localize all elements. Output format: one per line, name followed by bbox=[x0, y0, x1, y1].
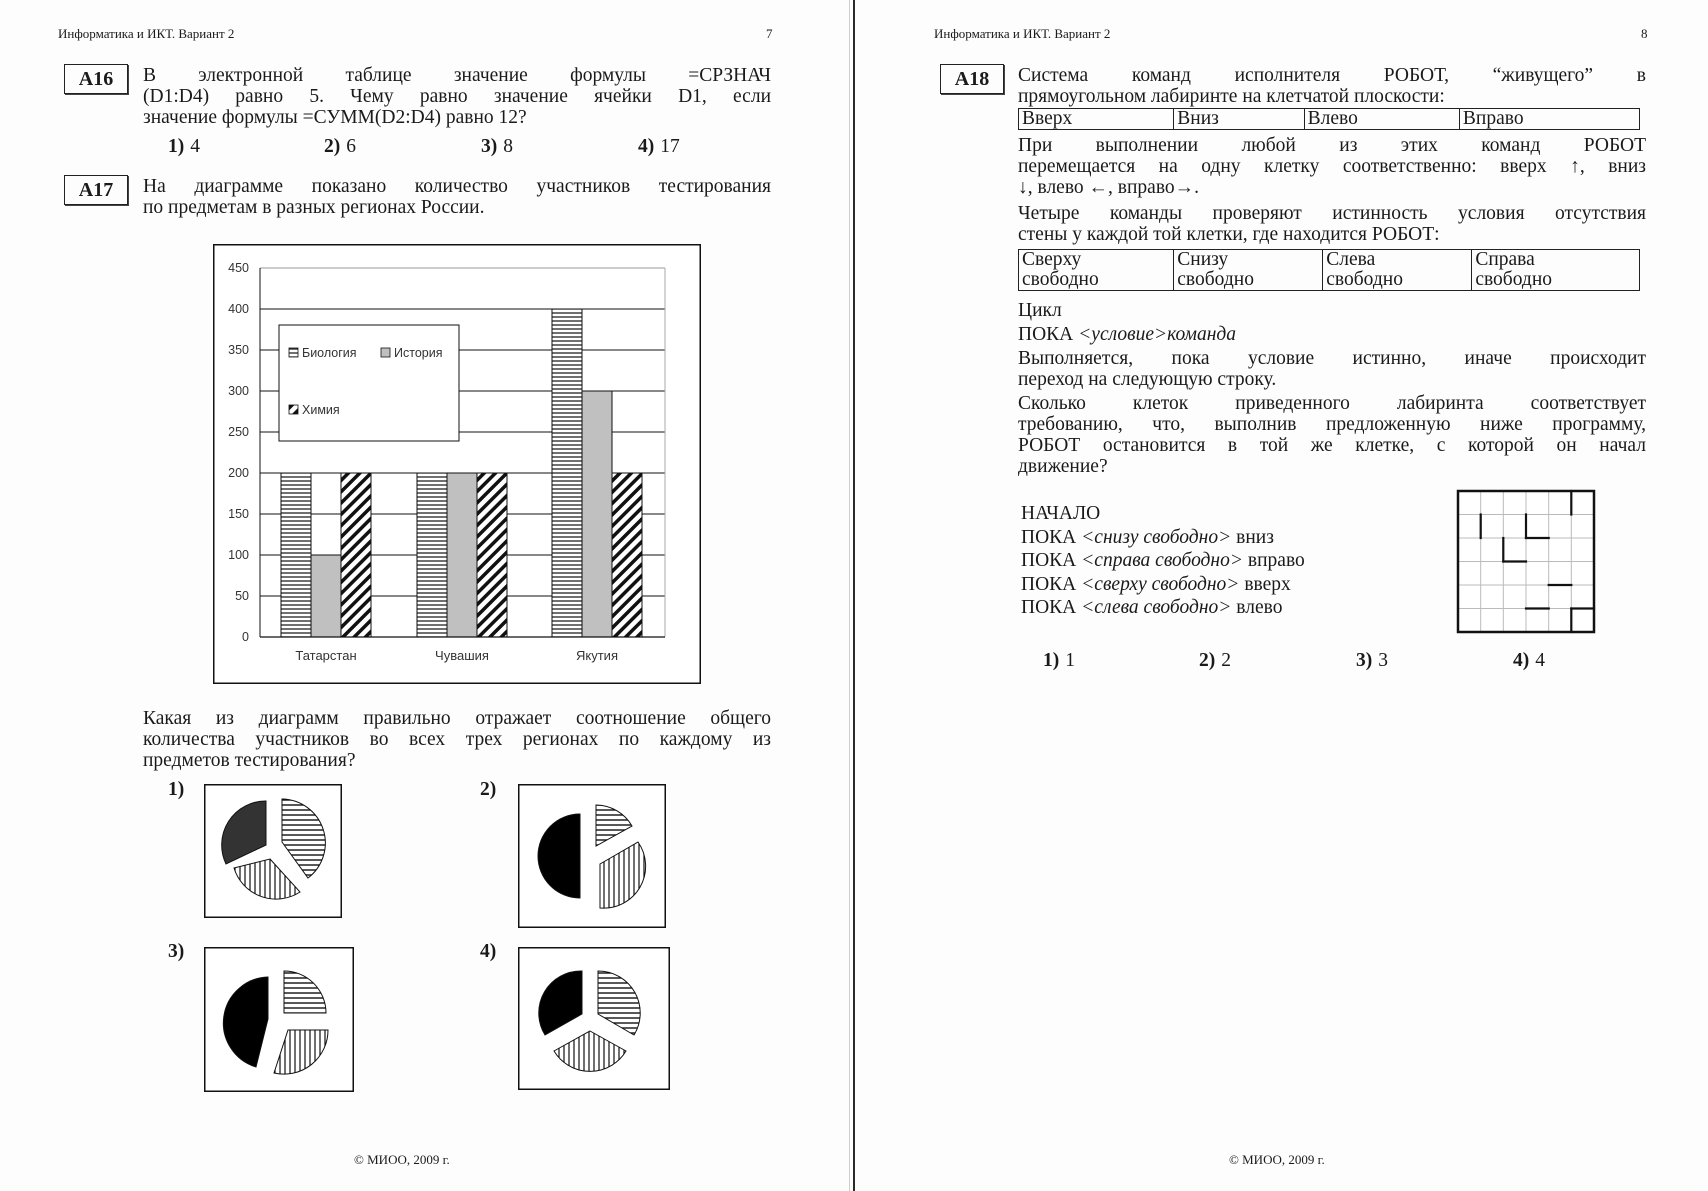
svg-text:150: 150 bbox=[228, 507, 249, 521]
page-header: Информатика и ИКТ. Вариант 2 bbox=[934, 26, 1111, 41]
text-line: перемещается на одну клетку соответственно: вверх ↑, вниз bbox=[1018, 156, 1646, 177]
svg-text:0: 0 bbox=[242, 630, 249, 644]
svg-text:Чувашия: Чувашия bbox=[435, 648, 489, 663]
svg-text:400: 400 bbox=[228, 302, 249, 316]
left-page bbox=[0, 0, 853, 1191]
page-header: Информатика и ИКТ. Вариант 2 bbox=[58, 26, 235, 41]
page-divider bbox=[853, 0, 855, 1191]
svg-text:450: 450 bbox=[228, 261, 249, 275]
check-cell: Слева свободно bbox=[1323, 250, 1472, 291]
pie-option-3[interactable] bbox=[204, 947, 354, 1092]
check-cell: Сверху свободно bbox=[1019, 250, 1174, 291]
pie-option-1-label[interactable]: 1) bbox=[168, 779, 185, 800]
bar-yakutia-biology bbox=[552, 309, 582, 637]
pie-option-4-label[interactable]: 4) bbox=[480, 941, 497, 962]
command-cell: Вниз bbox=[1174, 109, 1304, 130]
answer-option[interactable]: 4) 17 bbox=[638, 136, 680, 157]
text-line: значение формулы =СУММ(D2:D4) равно 12? bbox=[143, 107, 527, 128]
answer-option[interactable]: 2) 2 bbox=[1199, 650, 1231, 671]
pie-option-2-label[interactable]: 2) bbox=[480, 779, 497, 800]
program-line: ПОКА <сверху свободно> вверх bbox=[1021, 573, 1291, 595]
answer-option[interactable]: 3) 3 bbox=[1356, 650, 1388, 671]
command-cell: Влево bbox=[1304, 109, 1459, 130]
command-cell: Вверх bbox=[1019, 109, 1174, 130]
bar-tatarstan-biology bbox=[281, 473, 311, 637]
answer-option[interactable]: 4) 4 bbox=[1513, 650, 1545, 671]
text-line: (D1:D4) равно 5. Чему равно значение ячейки D1, если bbox=[143, 86, 771, 107]
text-line: На диаграмме показано количество участников тестирования bbox=[143, 176, 771, 197]
answer-option[interactable]: 1) 4 bbox=[168, 136, 200, 157]
move-commands-table bbox=[1018, 108, 1640, 130]
text-line: При выполнении любой из этих команд РОБОТ bbox=[1018, 135, 1646, 156]
question-label-a18: A18 bbox=[940, 64, 1004, 94]
text-line: Какая из диаграмм правильно отражает соотношение общего bbox=[143, 708, 771, 729]
svg-text:100: 100 bbox=[228, 548, 249, 562]
text-line: РОБОТ остановится в той же клетке, с которой он начал bbox=[1018, 435, 1646, 456]
answer-option[interactable]: 1) 1 bbox=[1043, 650, 1075, 671]
page-number: 8 bbox=[1641, 26, 1648, 41]
check-commands-table bbox=[1018, 249, 1640, 291]
right-page bbox=[856, 0, 1708, 1191]
program-line: ПОКА <слева свободно> влево bbox=[1021, 597, 1283, 618]
program-line: ПОКА <справа свободно> вправо bbox=[1021, 550, 1305, 571]
svg-text:Биология: Биология bbox=[302, 346, 357, 360]
svg-text:Химия: Химия bbox=[302, 403, 340, 417]
text-line: Система команд исполнителя РОБОТ, “живущего” в bbox=[1018, 65, 1646, 86]
pie-option-4[interactable] bbox=[518, 947, 670, 1090]
svg-text:История: История bbox=[394, 346, 443, 360]
svg-text:200: 200 bbox=[228, 466, 249, 480]
text-line: переход на следующую строку. bbox=[1018, 369, 1277, 390]
answer-option[interactable]: 2) 6 bbox=[324, 136, 356, 157]
robot-maze bbox=[1456, 489, 1597, 635]
bar-chuvashia-biology bbox=[417, 473, 447, 637]
robot-program bbox=[1021, 502, 1305, 620]
bar-tatarstan-chemistry bbox=[341, 473, 371, 637]
text-line: Четыре команды проверяют истинность условия отсутствия bbox=[1018, 203, 1646, 224]
pie-option-2[interactable] bbox=[518, 784, 666, 928]
text-line: количества участников во всех трех регионах по каждому из bbox=[143, 729, 771, 750]
text-line: Сколько клеток приведенного лабиринта соответствует bbox=[1018, 393, 1646, 414]
text-line: требованию, что, выполнив предложенную ниже программу, bbox=[1018, 414, 1646, 435]
pie-option-3-label[interactable]: 3) bbox=[168, 941, 185, 962]
svg-text:350: 350 bbox=[228, 343, 249, 357]
page-number: 7 bbox=[766, 26, 773, 41]
command-cell: Вправо bbox=[1459, 109, 1639, 130]
bar-yakutia-chemistry bbox=[612, 473, 642, 637]
text-line: ↓, влево ←, вправо→. bbox=[1018, 177, 1200, 198]
loop-title: Цикл bbox=[1018, 300, 1062, 321]
svg-text:Якутия: Якутия bbox=[576, 648, 618, 663]
bar-chart bbox=[213, 244, 701, 684]
text-line: Выполняется, пока условие истинно, иначе происходит bbox=[1018, 348, 1646, 369]
bar-chuvashia-chemistry bbox=[477, 473, 507, 637]
question-label-a17: A17 bbox=[64, 175, 128, 205]
text-line: стены у каждой той клетки, где находится РОБОТ: bbox=[1018, 224, 1440, 245]
text-line: прямоугольном лабиринте на клетчатой плоскости: bbox=[1018, 86, 1445, 107]
bar-chuvashia-history bbox=[447, 473, 477, 637]
svg-text:50: 50 bbox=[235, 589, 249, 603]
text-line: движение? bbox=[1018, 456, 1108, 477]
question-label-a16: A16 bbox=[64, 64, 128, 94]
bar-tatarstan-history bbox=[311, 555, 341, 637]
page-footer: © МИОО, 2009 г. bbox=[1229, 1152, 1325, 1167]
loop-syntax: ПОКА <условие>команда bbox=[1018, 324, 1237, 345]
bar-yakutia-history bbox=[582, 391, 612, 637]
text-line: предметов тестирования? bbox=[143, 750, 356, 771]
check-cell: Снизу свободно bbox=[1174, 250, 1323, 291]
program-line: ПОКА <снизу свободно> вниз bbox=[1021, 526, 1274, 548]
chart-legend bbox=[279, 325, 459, 441]
check-cell: Справа свободно bbox=[1472, 250, 1640, 291]
text-line: В электронной таблице значение формулы =СРЗНАЧ bbox=[143, 65, 771, 86]
program-start: НАЧАЛО bbox=[1021, 503, 1101, 524]
pie-option-1[interactable] bbox=[204, 784, 342, 918]
svg-text:Татарстан: Татарстан bbox=[295, 648, 357, 663]
answer-option[interactable]: 3) 8 bbox=[481, 136, 513, 157]
page-footer: © МИОО, 2009 г. bbox=[354, 1152, 450, 1167]
svg-text:250: 250 bbox=[228, 425, 249, 439]
svg-text:300: 300 bbox=[228, 384, 249, 398]
text-line: по предметам в разных регионах России. bbox=[143, 197, 485, 218]
